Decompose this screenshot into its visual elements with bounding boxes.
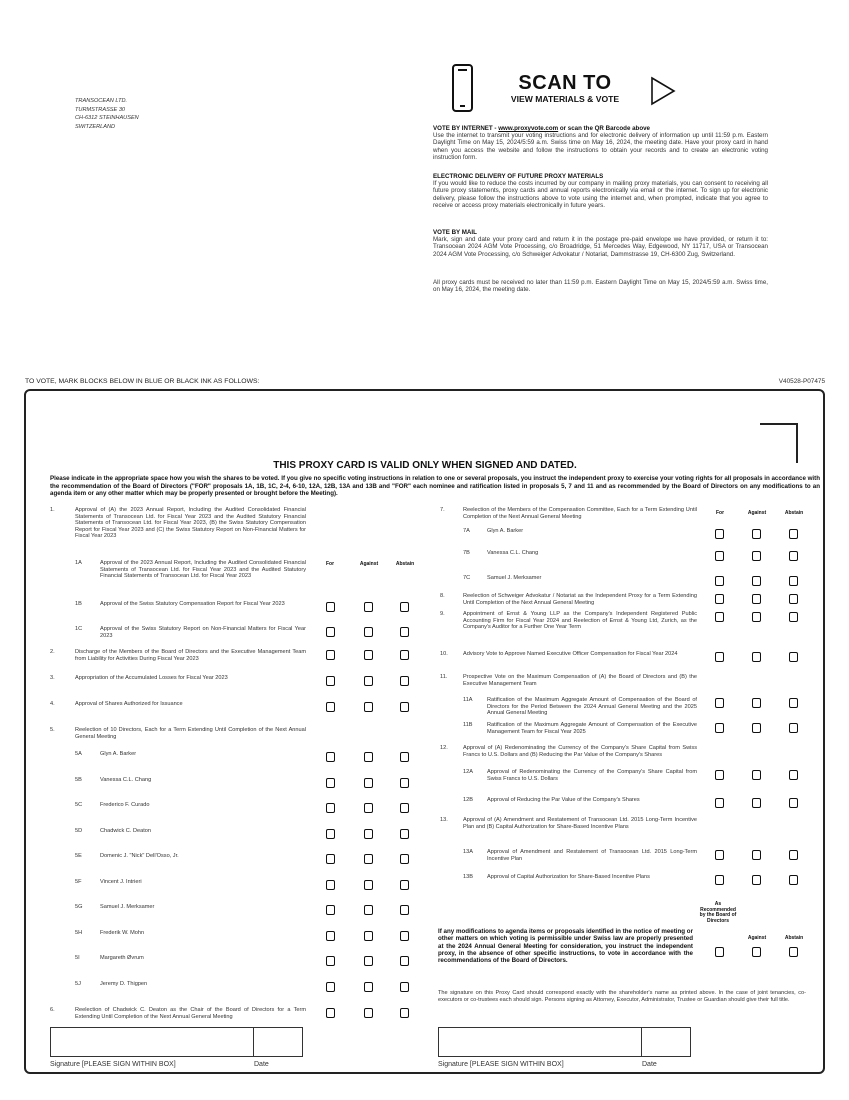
- proposal-text: Approval of the 2023 Annual Report, Including the Audited Consolidated Financial Statements of Transocean Ltd. for Fiscal Year 2023 and the Audited Statutory Financial Statements of Transocean Ltd. for Fiscal Year 2023: [100, 560, 306, 580]
- right-header-for: For: [715, 510, 725, 516]
- for-checkbox[interactable]: [326, 956, 335, 966]
- against-checkbox[interactable]: [752, 850, 761, 860]
- against-checkbox[interactable]: [364, 803, 373, 813]
- proposal-text: Appointment of Ernst & Young LLP as the Company's Independent Registered Public Accounting Firm for Fiscal Year 2024 and Reelection of Ernst & Young Ltd, Zurich, as the Company's Auditor for a Further One Year Term: [463, 611, 697, 631]
- proposal-text: Reelection of the Members of the Compensation Committee, Each for a Term Extending Until Completion of the Next Annual General Meeting: [463, 507, 697, 520]
- scan-title: SCAN TO: [518, 72, 612, 94]
- abstain-checkbox[interactable]: [400, 650, 409, 660]
- smartphone-icon: [452, 64, 473, 112]
- vote-by-mail: [433, 229, 768, 258]
- for-checkbox[interactable]: [326, 982, 335, 992]
- address-line: SWITZERLAND: [75, 124, 116, 131]
- against-checkbox[interactable]: [364, 627, 373, 637]
- proposal-text: Vincent J. Intrieri: [100, 879, 142, 885]
- abstain-checkbox[interactable]: [789, 594, 798, 604]
- proposal-text: Reelection of Schweiger Advokatur / Notariat as the Independent Proxy for a Term Extending Until Completion of the Next Annual General Meeting: [463, 593, 697, 606]
- for-checkbox[interactable]: [326, 854, 335, 864]
- abstain-checkbox[interactable]: [400, 1008, 409, 1018]
- abstain-checkbox[interactable]: [789, 947, 798, 957]
- card-title: THIS PROXY CARD IS VALID ONLY WHEN SIGNED AND DATED.: [273, 460, 577, 471]
- abstain-checkbox[interactable]: [400, 702, 409, 712]
- proposal-text: Approval of Amendment and Restatement of Transocean Ltd. 2015 Long-Term Incentive Plan: [487, 849, 697, 862]
- against-checkbox[interactable]: [364, 1008, 373, 1018]
- proposal-text: Prospective Vote on the Maximum Compensation of (A) the Board of Directors and (B) the Executive Management Team: [463, 674, 697, 687]
- vote-mail-heading: VOTE BY MAIL: [433, 229, 477, 236]
- abstain-checkbox[interactable]: [789, 529, 798, 539]
- abstain-checkbox[interactable]: [789, 850, 798, 860]
- proposal-number: 13A: [463, 849, 473, 855]
- address-line: TURMSTRASSE 30: [75, 106, 126, 113]
- for-checkbox[interactable]: [715, 850, 724, 860]
- abstain-checkbox[interactable]: [789, 551, 798, 561]
- for-checkbox[interactable]: [715, 723, 724, 733]
- proposal-text: Reelection of Chadwick C. Deaton as the Chair of the Board of Directors for a Term Extending Until Completion of the Next Annual General Meeting: [75, 1007, 306, 1020]
- against-checkbox[interactable]: [752, 652, 761, 662]
- right-header-against: Against: [747, 510, 767, 516]
- proposal-text: Frederik W. Mohn: [100, 930, 145, 936]
- for-checkbox[interactable]: [715, 798, 724, 808]
- as-recommended-checkbox[interactable]: [715, 947, 724, 957]
- against-checkbox[interactable]: [364, 956, 373, 966]
- proposal-number: 6.: [50, 1007, 55, 1013]
- against-checkbox[interactable]: [364, 602, 373, 612]
- mark-instruction: TO VOTE, MARK BLOCKS BELOW IN BLUE OR BLACK INK AS FOLLOWS:: [25, 378, 260, 385]
- abstain-checkbox[interactable]: [400, 880, 409, 890]
- against-checkbox[interactable]: [752, 612, 761, 622]
- proposal-text: Glyn A. Barker: [100, 751, 137, 757]
- for-checkbox[interactable]: [326, 602, 335, 612]
- address-line: TRANSOCEAN LTD.: [75, 98, 128, 104]
- signature-note: The signature on this Proxy Card should correspond exactly with the shareholder's name as printed above. In the case of joint tenancies, co-executors or co-trustees each should sign. Persons signing as Attorney, Executor, Administrator, Trustee or Guardian should give their full title.: [438, 990, 806, 1003]
- registration-corner-mark: [760, 423, 798, 463]
- proposal-number: 1C: [75, 626, 83, 632]
- proposal-text: Approval of (A) Amendment and Restatement of Transocean Ltd. 2015 Long-Term Incentive Plan and (B) Capital Authorization for Share-Based Incentive Plans: [463, 817, 697, 830]
- proposal-number: 1B: [75, 601, 82, 607]
- abstain-checkbox[interactable]: [789, 612, 798, 622]
- abstain-checkbox[interactable]: [400, 854, 409, 864]
- proposal-text: Domenic J. "Nick" Dell'Osso, Jr.: [100, 853, 179, 859]
- signature-label: Signature [PLEASE SIGN WITHIN BOX]: [438, 1061, 564, 1068]
- card-intro: Please indicate in the appropriate space how you wish the shares to be voted. If you give no specific voting instructions in relation to one or several proposals, you instruct the independent proxy to exercise your voting rights for all proposals in accordance with the recommendation of the Board of Directors ("FOR" proposals 1A, 1B, 1C, 2-4, 6-10, 12A, 12B, 13A and 13B and "FOR" each nominee and ratification listed in proposals 5, 7 and 11 and as recommended by the Board of Directors on any modifications to an agenda item or any other matter which may be properly presented or brought before the Meeting).: [50, 475, 820, 498]
- abstain-checkbox[interactable]: [400, 982, 409, 992]
- date-label: Date: [254, 1061, 269, 1068]
- proposal-number: 5F: [75, 879, 82, 885]
- proposal-number: 2.: [50, 649, 55, 655]
- abstain-checkbox[interactable]: [400, 778, 409, 788]
- proposal-text: Frederico F. Curado: [100, 802, 150, 808]
- header-as-recommended: As Recommended by the Board of Directors: [699, 901, 737, 924]
- vote-mail-body: Mark, sign and date your proxy card and return it in the postage pre-paid envelope we have provided, or return it to: Transocean 2024 AGM Vote Processing, c/o Broadridge, 51 Mercedes Way, Edgewood, NY 11717, USA or Transocean 2024 AGM Vote Processing, c/o Schweiger Advokatur / Notariat, Dammstrasse 19, CH-6300 Zug, Switzerland.: [433, 236, 768, 258]
- for-checkbox[interactable]: [715, 551, 724, 561]
- against-checkbox[interactable]: [752, 875, 761, 885]
- against-checkbox[interactable]: [752, 798, 761, 808]
- proposal-number: 10.: [440, 651, 448, 657]
- signature-box[interactable]: [438, 1027, 642, 1057]
- scan-subtitle: VIEW MATERIALS & VOTE: [510, 94, 620, 104]
- proposal-number: 5H: [75, 930, 83, 936]
- for-checkbox[interactable]: [326, 676, 335, 686]
- proposal-number: 5D: [75, 828, 83, 834]
- abstain-checkbox[interactable]: [789, 798, 798, 808]
- against-checkbox[interactable]: [364, 778, 373, 788]
- signature-box[interactable]: [50, 1027, 254, 1057]
- left-header-against: Against: [359, 561, 379, 567]
- proposal-text: Reelection of 10 Directors, Each for a Term Extending Until Completion of the Next Annual General Meeting: [75, 727, 306, 740]
- proposal-number: 4.: [50, 701, 55, 707]
- abstain-checkbox[interactable]: [789, 576, 798, 586]
- proposal-text: Discharge of the Members of the Board of Directors and the Executive Management Team from Liability for Activities During Fiscal Year 2023: [75, 649, 306, 662]
- left-header-for: For: [325, 561, 335, 567]
- proposal-text: Approval of Capital Authorization for Share-Based Incentive Plans: [487, 874, 650, 880]
- against-checkbox[interactable]: [752, 947, 761, 957]
- abstain-checkbox[interactable]: [400, 752, 409, 762]
- against-checkbox[interactable]: [364, 752, 373, 762]
- address-line: CH-6312 STEINHAUSEN: [75, 115, 139, 122]
- proposal-text: Approval of the Swiss Statutory Compensation Report for Fiscal Year 2023: [100, 601, 285, 607]
- vote-by-internet: [433, 125, 768, 161]
- for-checkbox[interactable]: [326, 803, 335, 813]
- for-checkbox[interactable]: [715, 594, 724, 604]
- play-arrow-icon: [650, 76, 676, 106]
- proposal-number: 11.: [440, 674, 448, 680]
- against-checkbox[interactable]: [752, 529, 761, 539]
- against-checkbox[interactable]: [752, 698, 761, 708]
- for-checkbox[interactable]: [715, 698, 724, 708]
- left-header-abstain: Abstain: [395, 561, 415, 567]
- abstain-checkbox[interactable]: [400, 602, 409, 612]
- proposal-number: 5J: [75, 981, 81, 987]
- abstain-checkbox[interactable]: [789, 652, 798, 662]
- vote-internet-heading: VOTE BY INTERNET - www.proxyvote.com or scan the QR Barcode above: [433, 125, 650, 132]
- date-box[interactable]: [253, 1027, 303, 1057]
- proposal-number: 12A: [463, 769, 473, 775]
- for-checkbox[interactable]: [715, 770, 724, 780]
- proposal-number: 8.: [440, 593, 445, 599]
- proposal-number: 12B: [463, 797, 473, 803]
- header-against-modifications: Against: [747, 935, 767, 941]
- for-checkbox[interactable]: [326, 829, 335, 839]
- against-checkbox[interactable]: [364, 931, 373, 941]
- proposal-number: 5I: [75, 955, 80, 961]
- proposal-number: 7A: [463, 528, 470, 534]
- against-checkbox[interactable]: [752, 551, 761, 561]
- date-box[interactable]: [641, 1027, 691, 1057]
- proposal-number: 7C: [463, 575, 471, 581]
- return-address: [75, 97, 139, 132]
- against-checkbox[interactable]: [752, 770, 761, 780]
- against-checkbox[interactable]: [364, 702, 373, 712]
- against-checkbox[interactable]: [752, 723, 761, 733]
- proposal-text: Ratification of the Maximum Aggregate Amount of Compensation of the Board of Directors for the Period Between the 2024 Annual General Meeting and the 2025 Annual General Meeting: [487, 697, 697, 717]
- proposal-text: Approval of the Swiss Statutory Report on Non-Financial Matters for Fiscal Year 2023: [100, 626, 306, 639]
- for-checkbox[interactable]: [326, 931, 335, 941]
- proposal-number: 1A: [75, 560, 82, 566]
- agenda-modification-note: If any modifications to agenda items or proposals identified in the notice of meeting or other matters on which voting is permissible under Swiss law are properly presented at the 2024 Annual General Meeting for consideration, you instruct the independent proxy, in the absence of other specific instructions, to vote in accordance with the recommendations of the Board of Directors.: [438, 928, 693, 965]
- against-checkbox[interactable]: [364, 880, 373, 890]
- abstain-checkbox[interactable]: [400, 676, 409, 686]
- proposal-number: 13.: [440, 817, 448, 823]
- for-checkbox[interactable]: [326, 702, 335, 712]
- abstain-checkbox[interactable]: [789, 723, 798, 733]
- proposal-number: 11B: [463, 722, 473, 728]
- proposal-text: Margareth Øvrum: [100, 955, 144, 961]
- proposal-number: 5E: [75, 853, 82, 859]
- proxyvote-link[interactable]: www.proxyvote.com: [498, 125, 559, 132]
- for-checkbox[interactable]: [326, 650, 335, 660]
- proposal-number: 3.: [50, 675, 55, 681]
- for-checkbox[interactable]: [326, 1008, 335, 1018]
- for-checkbox[interactable]: [326, 778, 335, 788]
- abstain-checkbox[interactable]: [400, 803, 409, 813]
- abstain-checkbox[interactable]: [400, 956, 409, 966]
- electronic-delivery-heading: ELECTRONIC DELIVERY OF FUTURE PROXY MATERIALS: [433, 173, 604, 180]
- proposal-number: 5G: [75, 904, 83, 910]
- date-label: Date: [642, 1061, 657, 1068]
- proposal-text: Glyn A. Barker: [487, 528, 524, 534]
- proposal-number: 7.: [440, 507, 445, 513]
- proposal-number: 12.: [440, 745, 448, 751]
- for-checkbox[interactable]: [715, 652, 724, 662]
- for-checkbox[interactable]: [715, 576, 724, 586]
- proposal-number: 9.: [440, 611, 445, 617]
- electronic-delivery: [433, 173, 768, 209]
- proposal-number: 7B: [463, 550, 470, 556]
- for-checkbox[interactable]: [326, 905, 335, 915]
- for-checkbox[interactable]: [326, 627, 335, 637]
- proposal-number: 1.: [50, 507, 55, 513]
- proposal-number: 11A: [463, 697, 473, 703]
- for-checkbox[interactable]: [715, 612, 724, 622]
- abstain-checkbox[interactable]: [400, 905, 409, 915]
- against-checkbox[interactable]: [364, 650, 373, 660]
- abstain-checkbox[interactable]: [789, 770, 798, 780]
- electronic-delivery-body: If you would like to reduce the costs incurred by our company in mailing proxy materials, you can consent to receiving all future proxy statements, proxy cards and annual reports electronically via email or the internet. To sign up for electronic delivery, please follow the instructions above to vote using the internet and, when prompted, indicate that you agree to receive or access proxy materials electronically in future years.: [433, 180, 768, 209]
- against-checkbox[interactable]: [364, 854, 373, 864]
- abstain-checkbox[interactable]: [789, 698, 798, 708]
- proposal-text: Approval of Redenominating the Currency of the Company's Share Capital from Swiss Francs to U.S. Dollars: [487, 769, 697, 782]
- proposal-number: 5B: [75, 777, 82, 783]
- card-code: V40528-P07475: [778, 378, 825, 385]
- proposal-text: Approval of Reducing the Par Value of the Company's Shares: [487, 797, 640, 803]
- abstain-checkbox[interactable]: [789, 875, 798, 885]
- proposal-text: Approval of (A) the 2023 Annual Report, Including the Audited Consolidated Financial Statements of Transocean Ltd. for Fiscal Year 2023 and the Audited Statutory Financial Statements of Transocean Ltd. for Fiscal Year 2023, (B) the Swiss Statutory Compensation Report for Fiscal Year 2023 and (C) the Swiss Statutory Report on Non-Financial Matters for Fiscal Year 2023: [75, 507, 306, 540]
- proposal-number: 13B: [463, 874, 473, 880]
- vote-internet-body: Use the internet to transmit your voting instructions and for electronic delivery of information up until 11:59 p.m. Eastern Daylight Time on May 15, 2024/5:59 a.m. Swiss time on May 16, 2024, the meeting date. Have your proxy card in hand when you access the website and follow the instructions to obtain your records and to create an electronic voting instruction form.: [433, 132, 768, 161]
- proposal-text: Vanessa C.L. Chang: [100, 777, 152, 783]
- proposal-number: 5C: [75, 802, 83, 808]
- for-checkbox[interactable]: [715, 529, 724, 539]
- signature-label: Signature [PLEASE SIGN WITHIN BOX]: [50, 1061, 176, 1068]
- right-header-abstain: Abstain: [784, 510, 804, 516]
- against-checkbox[interactable]: [364, 829, 373, 839]
- abstain-checkbox[interactable]: [400, 829, 409, 839]
- proposal-text: Samuel J. Merksamer: [487, 575, 542, 581]
- proposal-text: Chadwick C. Deaton: [100, 828, 151, 834]
- proposal-text: Vanessa C.L. Chang: [487, 550, 539, 556]
- abstain-checkbox[interactable]: [400, 627, 409, 637]
- header-abstain-modifications: Abstain: [784, 935, 804, 941]
- for-checkbox[interactable]: [326, 880, 335, 890]
- proposal-number: 5.: [50, 727, 55, 733]
- against-checkbox[interactable]: [364, 982, 373, 992]
- proposal-text: Appropriation of the Accumulated Losses for Fiscal Year 2023: [75, 675, 228, 681]
- proposal-text: Approval of Shares Authorized for Issuance: [75, 701, 183, 707]
- against-checkbox[interactable]: [752, 576, 761, 586]
- abstain-checkbox[interactable]: [400, 931, 409, 941]
- against-checkbox[interactable]: [752, 594, 761, 604]
- proposal-text: Advisory Vote to Approve Named Executive Officer Compensation for Fiscal Year 2024: [463, 651, 678, 657]
- proposal-text: Ratification of the Maximum Aggregate Amount of Compensation of the Executive Management Team for Fiscal Year 2025: [487, 722, 697, 735]
- against-checkbox[interactable]: [364, 676, 373, 686]
- proposal-number: 5A: [75, 751, 82, 757]
- proposal-text: Jeremy D. Thigpen: [100, 981, 148, 987]
- mail-deadline: All proxy cards must be received no later than 11:59 p.m. Eastern Daylight Time on May 15, 2024/5:59 a.m. Swiss time, on May 16, 2024, the meeting date.: [433, 279, 768, 294]
- proposal-text: Samuel J. Merksamer: [100, 904, 155, 910]
- for-checkbox[interactable]: [326, 752, 335, 762]
- proposal-text: Approval of (A) Redenominating the Currency of the Company's Share Capital from Swiss Francs to U.S. Dollars and (B) Reducing the Par Value of the Company's Shares: [463, 745, 697, 758]
- for-checkbox[interactable]: [715, 875, 724, 885]
- against-checkbox[interactable]: [364, 905, 373, 915]
